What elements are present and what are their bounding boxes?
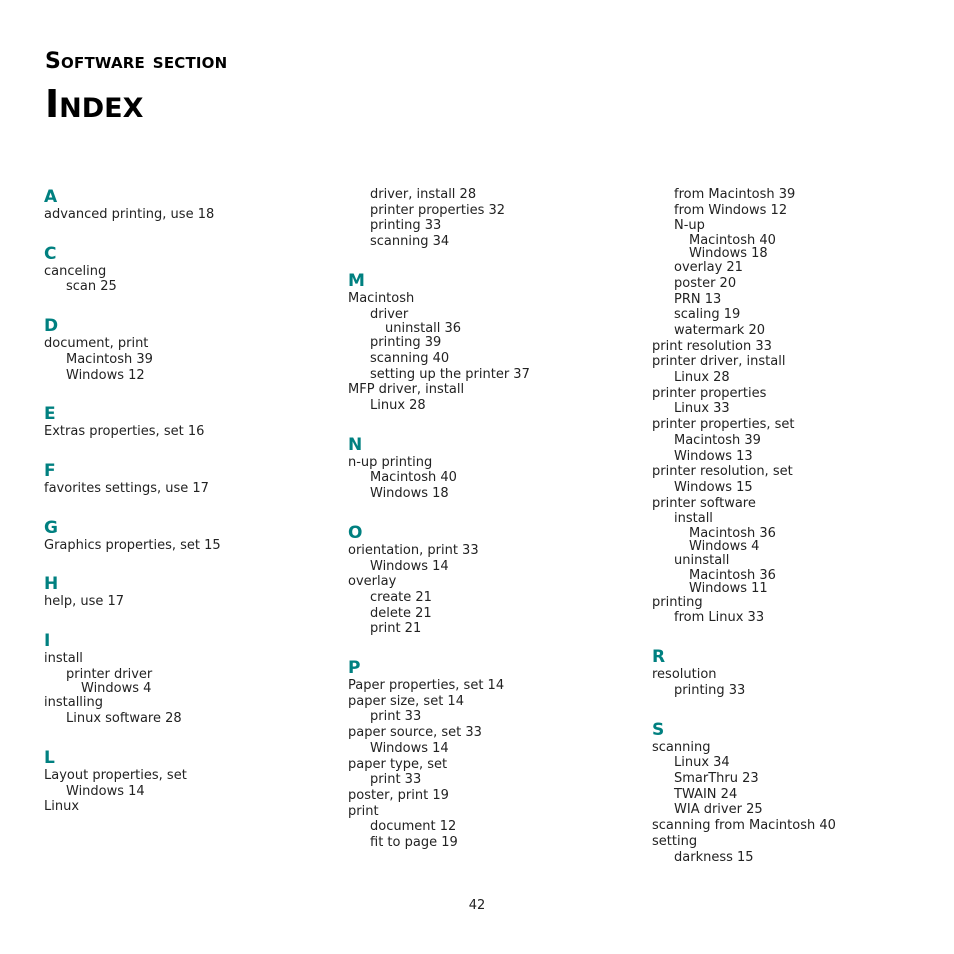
index-entry: Graphics properties, set 15 — [44, 537, 221, 553]
index-subentry: from Macintosh 39 — [674, 187, 796, 202]
index-letter-i: I — [44, 631, 51, 652]
index-entry: favorites settings, use 17 — [44, 480, 209, 496]
section-gap — [44, 610, 334, 631]
index-subentry: Linux 28 — [370, 398, 426, 414]
section-gap — [44, 727, 334, 748]
index-subentry: Windows 18 — [370, 486, 449, 502]
index-letter-n: N — [348, 434, 363, 455]
index-subentry: printing 39 — [370, 335, 442, 351]
index-subentry: watermark 20 — [674, 322, 765, 338]
index-subentry: Windows 18 — [689, 246, 768, 262]
index-letter-o: O — [348, 522, 363, 543]
index-column-1 — [44, 187, 334, 815]
index-subentry: printing 33 — [674, 682, 746, 698]
index-subentry: printer driver — [66, 666, 153, 682]
section-gap — [348, 414, 638, 435]
index-entry: installing — [44, 695, 104, 711]
index-subentry: Macintosh 40 — [370, 470, 457, 486]
index-letter-c: C — [44, 243, 57, 264]
index-subentry: Windows 13 — [674, 448, 753, 464]
index-subentry: PRN 13 — [674, 291, 722, 307]
index-entry: paper size, set 14 — [348, 693, 464, 709]
section-gap — [348, 637, 638, 658]
index-entry: print resolution 33 — [652, 338, 772, 354]
index-entry: setting — [652, 833, 698, 849]
index-title: Index — [45, 82, 144, 126]
index-subentry: Windows 15 — [674, 479, 753, 495]
section-gap — [348, 250, 638, 271]
index-letter-r: R — [652, 647, 666, 668]
index-entry: Linux — [44, 799, 80, 815]
index-entry: poster, print 19 — [348, 787, 449, 803]
index-letter-g: G — [44, 517, 58, 538]
index-letter-m: M — [348, 270, 365, 291]
index-subentry: print 21 — [370, 621, 422, 637]
index-subentry: scan 25 — [66, 279, 117, 295]
index-subentry: Windows 4 — [689, 539, 760, 555]
section-gap — [44, 383, 334, 404]
index-subentry: scanning 40 — [370, 350, 450, 366]
index-subentry: Windows 4 — [81, 681, 152, 697]
index-letter-p: P — [348, 658, 361, 679]
index-subentry: print 33 — [370, 772, 422, 788]
index-subentry: install — [674, 511, 713, 527]
index-subentry: scanning 34 — [370, 234, 450, 250]
index-entry: printer driver, install — [652, 354, 786, 370]
index-subentry: delete 21 — [370, 605, 432, 621]
index-subentry: driver — [370, 306, 409, 322]
index-subentry: Linux software 28 — [66, 711, 182, 727]
index-entry: printer properties — [652, 385, 767, 401]
index-entry: canceling — [44, 263, 107, 279]
index-subentry: driver, install 28 — [370, 187, 477, 202]
index-letter-e: E — [44, 404, 56, 425]
index-subentry: Linux 34 — [674, 755, 730, 771]
index-subentry: create 21 — [370, 589, 432, 605]
index-subentry: from Windows 12 — [674, 202, 788, 218]
index-entry: orientation, print 33 — [348, 542, 479, 558]
index-column-3 — [652, 187, 942, 865]
index-subentry: overlay 21 — [674, 260, 743, 276]
index-subentry: Linux 28 — [674, 370, 730, 386]
section-gap — [348, 502, 638, 523]
index-subentry: document 12 — [370, 819, 457, 835]
index-entry: paper type, set — [348, 756, 448, 772]
index-letter-s: S — [652, 719, 665, 740]
index-entry: Extras properties, set 16 — [44, 424, 205, 440]
index-entry: printing — [652, 594, 703, 610]
index-subentry: Windows 12 — [66, 367, 145, 383]
index-subentry: uninstall — [674, 553, 730, 569]
index-subentry: Windows 14 — [370, 740, 449, 756]
index-entry: n-up printing — [348, 454, 433, 470]
index-entry: printer software — [652, 495, 756, 511]
section-gap — [44, 295, 334, 316]
section-gap — [44, 223, 334, 244]
index-entry: paper source, set 33 — [348, 725, 482, 741]
index-subentry: Windows 14 — [66, 783, 145, 799]
index-subentry: fit to page 19 — [370, 835, 458, 851]
index-subentry: Macintosh 36 — [689, 567, 776, 583]
index-subentry: printing 33 — [370, 218, 442, 234]
index-letter-f: F — [44, 460, 56, 481]
index-subentry: setting up the printer 37 — [370, 366, 530, 382]
index-entry: scanning from Macintosh 40 — [652, 818, 836, 834]
index-subentry: Macintosh 39 — [674, 432, 761, 448]
index-subentry: print 33 — [370, 709, 422, 725]
index-entry: printer resolution, set — [652, 464, 793, 480]
index-subentry: poster 20 — [674, 275, 737, 291]
section-gap — [652, 626, 942, 647]
index-entry: Layout properties, set — [44, 767, 187, 783]
index-subentry: scaling 19 — [674, 307, 741, 323]
index-subentry: from Linux 33 — [674, 610, 765, 626]
page-number: 42 — [468, 898, 486, 913]
page-header — [45, 48, 227, 126]
index-entry: scanning — [652, 739, 711, 755]
index-entry: Macintosh — [348, 290, 415, 306]
index-subentry: TWAIN 24 — [674, 786, 738, 802]
index-column-2 — [348, 187, 638, 851]
index-subentry: Macintosh 39 — [66, 351, 153, 367]
index-entry: print — [348, 803, 379, 819]
index-subentry: uninstall 36 — [385, 321, 462, 337]
index-entry: help, use 17 — [44, 594, 125, 610]
section-gap — [44, 440, 334, 461]
section-gap — [44, 497, 334, 518]
index-entry: document, print — [44, 336, 149, 352]
index-subentry: Macintosh 40 — [689, 233, 776, 249]
index-subentry: N-up — [674, 218, 705, 234]
index-subentry: SmarThru 23 — [674, 770, 759, 786]
index-entry: Paper properties, set 14 — [348, 678, 505, 694]
index-entry: printer properties, set — [652, 417, 795, 433]
index-subentry: WIA driver 25 — [674, 802, 763, 818]
index-subentry: Linux 33 — [674, 401, 730, 417]
index-subentry: printer properties 32 — [370, 202, 506, 218]
index-entry: install — [44, 651, 83, 667]
index-letter-h: H — [44, 574, 59, 595]
index-subentry: Windows 11 — [689, 580, 768, 596]
index-letter-l: L — [44, 747, 55, 768]
index-entry: overlay — [348, 574, 397, 590]
index-letter-d: D — [44, 316, 59, 337]
section-gap — [44, 553, 334, 574]
index-entry: advanced printing, use 18 — [44, 207, 215, 222]
section-title: Software section — [45, 49, 228, 74]
index-letter-a: A — [44, 187, 58, 207]
index-entry: MFP driver, install — [348, 382, 465, 398]
index-entry: resolution — [652, 667, 717, 683]
index-subentry: Macintosh 36 — [689, 526, 776, 542]
index-subentry: darkness 15 — [674, 849, 754, 865]
section-gap — [652, 699, 942, 720]
index-subentry: Windows 14 — [370, 558, 449, 574]
